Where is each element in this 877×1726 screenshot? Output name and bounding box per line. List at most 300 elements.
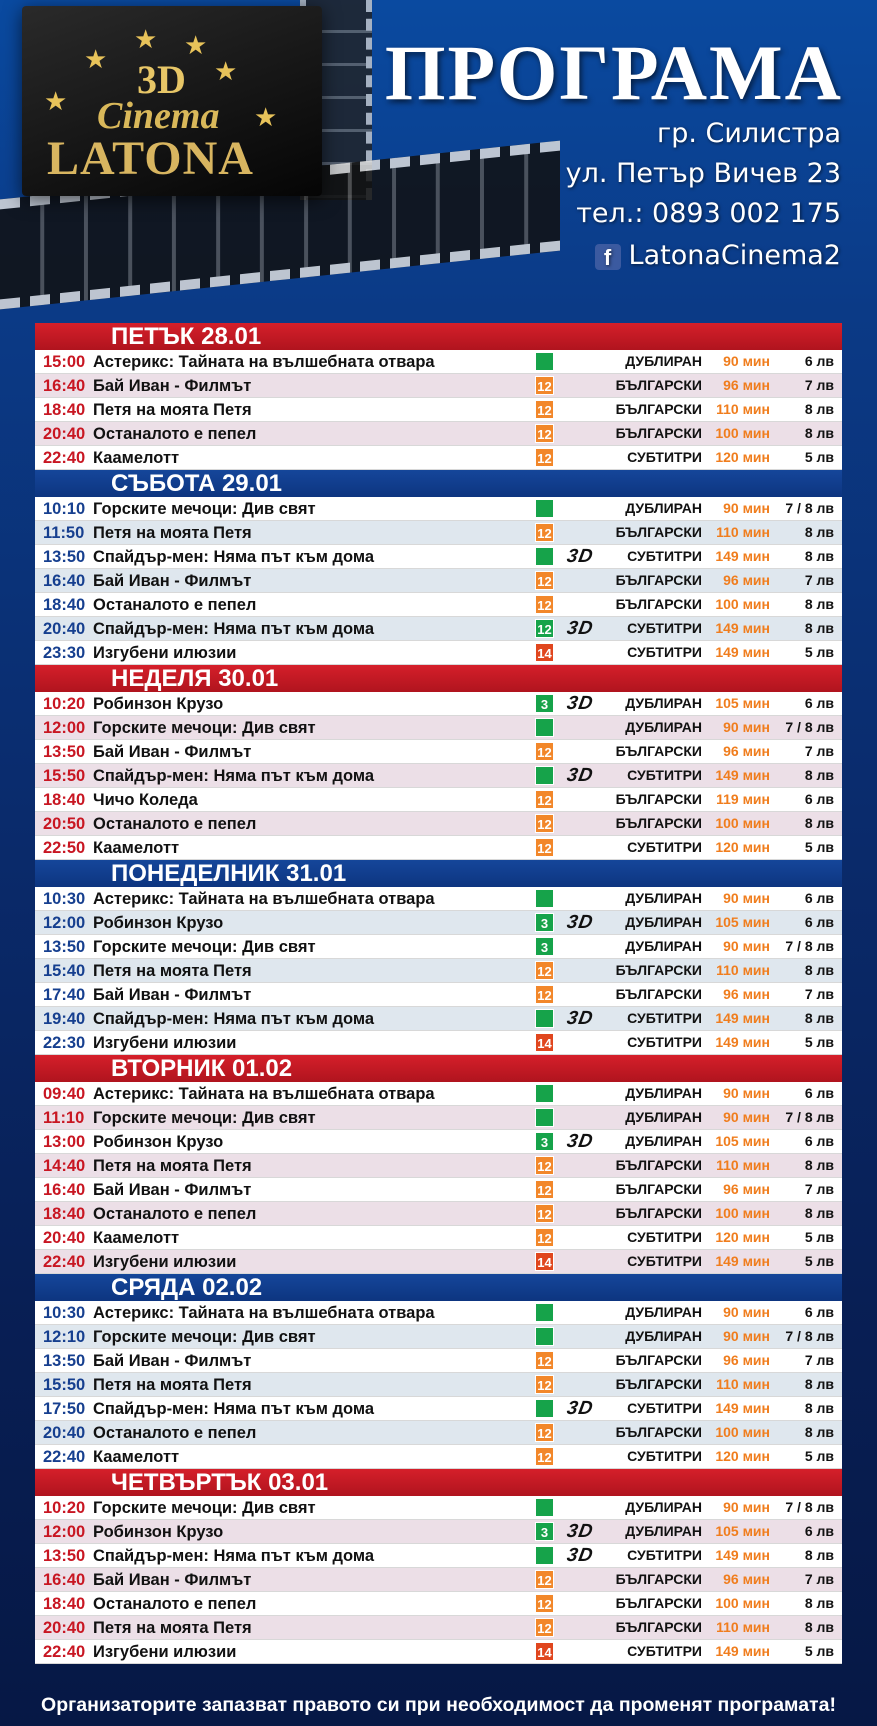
- duration: 105 мин: [715, 1523, 770, 1539]
- duration: 90 мин: [723, 1304, 770, 1320]
- showtime: 12:00: [43, 914, 86, 932]
- showtime: 13:00: [43, 1133, 86, 1151]
- showtime-row: [35, 1301, 842, 1325]
- showtime-row: [35, 1154, 842, 1178]
- movie-title: Бай Иван - Филмът: [93, 1352, 252, 1370]
- ticket-price: 6 лв: [804, 695, 834, 711]
- duration: 100 мин: [715, 596, 770, 612]
- showtime-row: [35, 692, 842, 716]
- ticket-price: 8 лв: [804, 524, 834, 540]
- movie-title: Каамелотт: [93, 839, 180, 857]
- movie-title: Робинзон Крузо: [93, 1523, 224, 1541]
- star-icon: ★: [254, 102, 278, 132]
- showtime-row: [35, 1496, 842, 1520]
- header: [0, 0, 877, 322]
- showtime-row: [35, 887, 842, 911]
- movie-title: Бай Иван - Филмът: [93, 1571, 252, 1589]
- day-header: ПЕТЪК 28.01: [35, 323, 842, 350]
- showtime: 22:40: [43, 449, 86, 467]
- movie-title: Горските мечоци: Див свят: [93, 500, 316, 518]
- showtime-row: [35, 1592, 842, 1616]
- day-header: СРЯДА 02.02: [35, 1274, 842, 1301]
- language: СУБТИТРИ: [627, 1643, 702, 1659]
- age-rating-badge: 12: [535, 742, 554, 761]
- language: БЪЛГАРСКИ: [615, 1424, 702, 1440]
- showtime: 15:50: [43, 1376, 86, 1394]
- format-3d-badge: 3D: [565, 1398, 596, 1419]
- format-3d-badge: 3D: [565, 1521, 596, 1542]
- ticket-price: 7 / 8 лв: [785, 500, 834, 516]
- age-rating-badge: [535, 1399, 554, 1418]
- showtime-row: [35, 1544, 842, 1568]
- language: ДУБЛИРАН: [625, 938, 702, 954]
- day-header: ПОНЕДЕЛНИК 31.01: [35, 860, 842, 887]
- age-rating-badge: [535, 499, 554, 518]
- movie-title: Горските мечоци: Див свят: [93, 1109, 316, 1127]
- footer-disclaimer: Организаторите запазват правото си при необходимост да променят програмата!: [41, 1694, 836, 1716]
- language: БЪЛГАРСКИ: [615, 1619, 702, 1635]
- showtime: 16:40: [43, 1181, 86, 1199]
- duration: 149 мин: [715, 1010, 770, 1026]
- duration: 149 мин: [715, 1643, 770, 1659]
- movie-title: Робинзон Крузо: [93, 695, 224, 713]
- language: СУБТИТРИ: [627, 548, 702, 564]
- age-rating-badge: 12: [535, 1618, 554, 1637]
- showtime-row: [35, 764, 842, 788]
- movie-title: Бай Иван - Филмът: [93, 572, 252, 590]
- duration: 96 мин: [723, 1571, 770, 1587]
- showtime: 18:40: [43, 1205, 86, 1223]
- duration: 100 мин: [715, 425, 770, 441]
- ticket-price: 8 лв: [804, 401, 834, 417]
- movie-title: Каамелотт: [93, 1448, 180, 1466]
- showtime: 11:50: [43, 524, 85, 542]
- showtime-row: [35, 569, 842, 593]
- movie-title: Останалото е пепел: [93, 1595, 257, 1613]
- movie-title: Останалото е пепел: [93, 1205, 257, 1223]
- showtime: 15:00: [43, 353, 86, 371]
- ticket-price: 6 лв: [804, 914, 834, 930]
- showtime-row: [35, 788, 842, 812]
- age-rating-badge: [535, 1303, 554, 1322]
- showtime-row: [35, 1397, 842, 1421]
- format-3d-badge: 3D: [565, 1131, 596, 1152]
- duration: 90 мин: [723, 1499, 770, 1515]
- age-rating-badge: 12: [535, 985, 554, 1004]
- showtime: 11:10: [43, 1109, 85, 1127]
- showtime: 20:40: [43, 1619, 86, 1637]
- language: БЪЛГАРСКИ: [615, 425, 702, 441]
- movie-title: Спайдър-мен: Няма път към дома: [93, 1400, 375, 1418]
- duration: 110 мин: [716, 1376, 770, 1392]
- showtime-row: [35, 1031, 842, 1055]
- language: БЪЛГАРСКИ: [615, 572, 702, 588]
- showtime-row: [35, 1202, 842, 1226]
- movie-title: Спайдър-мен: Няма път към дома: [93, 1547, 375, 1565]
- showtime: 10:30: [43, 1304, 86, 1322]
- language: СУБТИТРИ: [627, 1253, 702, 1269]
- showtime: 15:50: [43, 767, 86, 785]
- age-rating-badge: [535, 547, 554, 566]
- ticket-price: 7 лв: [804, 986, 834, 1002]
- language: ДУБЛИРАН: [625, 1523, 702, 1539]
- duration: 149 мин: [715, 1253, 770, 1269]
- movie-title: Бай Иван - Филмът: [93, 743, 252, 761]
- language: СУБТИТРИ: [627, 620, 702, 636]
- showtime-row: [35, 593, 842, 617]
- duration: 149 мин: [715, 1547, 770, 1563]
- star-icon: ★: [44, 86, 68, 116]
- duration: 90 мин: [723, 938, 770, 954]
- language: СУБТИТРИ: [627, 767, 702, 783]
- language: СУБТИТРИ: [627, 839, 702, 855]
- ticket-price: 7 лв: [804, 377, 834, 393]
- age-rating-badge: 14: [535, 1642, 554, 1661]
- duration: 96 мин: [723, 1352, 770, 1368]
- language: БЪЛГАРСКИ: [615, 1376, 702, 1392]
- age-rating-badge: 12: [535, 595, 554, 614]
- format-3d-badge: 3D: [565, 912, 596, 933]
- age-rating-badge: 3: [535, 913, 554, 932]
- movie-title: Астерикс: Тайната на вълшебната отвара: [93, 353, 435, 371]
- ticket-price: 7 лв: [804, 572, 834, 588]
- age-rating-badge: 12: [535, 1570, 554, 1589]
- showtime: 20:40: [43, 1424, 86, 1442]
- movie-title: Бай Иван - Филмът: [93, 377, 252, 395]
- ticket-price: 7 / 8 лв: [785, 1328, 834, 1344]
- language: БЪЛГАРСКИ: [615, 377, 702, 393]
- duration: 110 мин: [716, 401, 770, 417]
- language: БЪЛГАРСКИ: [615, 743, 702, 759]
- duration: 110 мин: [716, 1619, 770, 1635]
- ticket-price: 5 лв: [804, 1448, 834, 1464]
- age-rating-badge: [535, 718, 554, 737]
- movie-title: Останалото е пепел: [93, 425, 257, 443]
- movie-title: Горските мечоци: Див свят: [93, 1328, 316, 1346]
- language: БЪЛГАРСКИ: [615, 1595, 702, 1611]
- language: ДУБЛИРАН: [625, 1085, 702, 1101]
- duration: 119 мин: [716, 791, 770, 807]
- showtime-row: [35, 1250, 842, 1274]
- showtime-row: [35, 1325, 842, 1349]
- showtime-row: [35, 959, 842, 983]
- movie-title: Чичо Коледа: [93, 791, 198, 809]
- language: СУБТИТРИ: [627, 1034, 702, 1050]
- duration: 96 мин: [723, 1181, 770, 1197]
- movie-title: Останалото е пепел: [93, 596, 257, 614]
- age-rating-badge: [535, 1546, 554, 1565]
- movie-title: Изгубени илюзии: [93, 644, 237, 662]
- showtime: 18:40: [43, 1595, 86, 1613]
- ticket-price: 8 лв: [804, 596, 834, 612]
- facebook-handle: LatonaCinema2: [628, 240, 841, 271]
- cinema-logo: [22, 6, 322, 196]
- movie-title: Горските мечоци: Див свят: [93, 938, 316, 956]
- age-rating-badge: 3: [535, 937, 554, 956]
- movie-title: Петя на моята Петя: [93, 962, 252, 980]
- showtime: 22:40: [43, 1448, 86, 1466]
- day-header: НЕДЕЛЯ 30.01: [35, 665, 842, 692]
- showtime: 20:50: [43, 815, 86, 833]
- age-rating-badge: [535, 766, 554, 785]
- age-rating-badge: 14: [535, 643, 554, 662]
- duration: 120 мин: [715, 449, 770, 465]
- ticket-price: 8 лв: [804, 962, 834, 978]
- duration: 105 мин: [715, 1133, 770, 1149]
- duration: 100 мин: [715, 1424, 770, 1440]
- ticket-price: 6 лв: [804, 1304, 834, 1320]
- star-icon: ★: [134, 24, 158, 54]
- duration: 149 мин: [715, 1034, 770, 1050]
- ticket-price: 7 лв: [804, 1181, 834, 1197]
- movie-title: Петя на моята Петя: [93, 1619, 252, 1637]
- movie-title: Петя на моята Петя: [93, 524, 252, 542]
- ticket-price: 8 лв: [804, 425, 834, 441]
- age-rating-badge: 12: [535, 961, 554, 980]
- duration: 100 мин: [715, 1595, 770, 1611]
- age-rating-badge: [535, 1009, 554, 1028]
- movie-title: Петя на моята Петя: [93, 1376, 252, 1394]
- ticket-price: 6 лв: [804, 791, 834, 807]
- duration: 110 мин: [716, 524, 770, 540]
- showtime: 12:00: [43, 719, 86, 737]
- age-rating-badge: 12: [535, 1351, 554, 1370]
- showtime-row: [35, 617, 842, 641]
- showtime-row: [35, 1445, 842, 1469]
- age-rating-badge: 12: [535, 1375, 554, 1394]
- duration: 149 мин: [715, 1400, 770, 1416]
- language: ДУБЛИРАН: [625, 1328, 702, 1344]
- showtime: 13:50: [43, 1547, 86, 1565]
- movie-title: Робинзон Крузо: [93, 1133, 224, 1151]
- showtime: 12:10: [43, 1328, 86, 1346]
- movie-title: Изгубени илюзии: [93, 1253, 237, 1271]
- ticket-price: 7 / 8 лв: [785, 719, 834, 735]
- city: гр. Силистра: [657, 118, 841, 149]
- showtime: 22:30: [43, 1034, 86, 1052]
- language: ДУБЛИРАН: [625, 1304, 702, 1320]
- ticket-price: 5 лв: [804, 1034, 834, 1050]
- facebook-link[interactable]: [595, 240, 841, 271]
- duration: 90 мин: [723, 1109, 770, 1125]
- ticket-price: 8 лв: [804, 1157, 834, 1173]
- showtime-row: [35, 1520, 842, 1544]
- ticket-price: 8 лв: [804, 1400, 834, 1416]
- ticket-price: 7 / 8 лв: [785, 1499, 834, 1515]
- logo-latona-text: LATONA: [47, 132, 254, 185]
- showtime: 13:50: [43, 548, 86, 566]
- duration: 100 мин: [715, 1205, 770, 1221]
- movie-title: Бай Иван - Филмът: [93, 986, 252, 1004]
- language: СУБТИТРИ: [627, 1229, 702, 1245]
- ticket-price: 8 лв: [804, 1010, 834, 1026]
- movie-title: Горските мечоци: Див свят: [93, 719, 316, 737]
- age-rating-badge: [535, 1108, 554, 1127]
- showtime: 16:40: [43, 572, 86, 590]
- movie-title: Петя на моята Петя: [93, 1157, 252, 1175]
- movie-title: Каамелотт: [93, 1229, 180, 1247]
- age-rating-badge: 3: [535, 1132, 554, 1151]
- showtime: 18:40: [43, 596, 86, 614]
- duration: 149 мин: [715, 767, 770, 783]
- ticket-price: 5 лв: [804, 1229, 834, 1245]
- ticket-price: 8 лв: [804, 620, 834, 636]
- ticket-price: 8 лв: [804, 548, 834, 564]
- ticket-price: 8 лв: [804, 1595, 834, 1611]
- movie-title: Спайдър-мен: Няма път към дома: [93, 767, 375, 785]
- ticket-price: 7 / 8 лв: [785, 1109, 834, 1125]
- language: ДУБЛИРАН: [625, 890, 702, 906]
- day-header: СЪБОТА 29.01: [35, 470, 842, 497]
- ticket-price: 7 лв: [804, 743, 834, 759]
- ticket-price: 6 лв: [804, 890, 834, 906]
- day-header: ВТОРНИК 01.02: [35, 1055, 842, 1082]
- ticket-price: 8 лв: [804, 1619, 834, 1635]
- duration: 90 мин: [723, 500, 770, 516]
- duration: 90 мин: [723, 1328, 770, 1344]
- duration: 90 мин: [723, 719, 770, 735]
- showtime: 20:40: [43, 425, 86, 443]
- language: СУБТИТРИ: [627, 1400, 702, 1416]
- duration: 149 мин: [715, 548, 770, 564]
- age-rating-badge: 12: [535, 1228, 554, 1247]
- showtime-row: [35, 983, 842, 1007]
- showtime: 10:20: [43, 695, 86, 713]
- address: ул. Петър Вичев 23: [565, 158, 841, 189]
- movie-title: Робинзон Крузо: [93, 914, 224, 932]
- ticket-price: 5 лв: [804, 839, 834, 855]
- age-rating-badge: 14: [535, 1033, 554, 1052]
- page-title: ПРОГРАМА: [384, 29, 843, 116]
- showtime-row: [35, 521, 842, 545]
- age-rating-badge: 12: [535, 814, 554, 833]
- ticket-price: 6 лв: [804, 353, 834, 369]
- showtime: 20:40: [43, 620, 86, 638]
- age-rating-badge: 3: [535, 1522, 554, 1541]
- ticket-price: 5 лв: [804, 644, 834, 660]
- language: ДУБЛИРАН: [625, 1109, 702, 1125]
- duration: 105 мин: [715, 695, 770, 711]
- ticket-price: 8 лв: [804, 1424, 834, 1440]
- showtime-row: [35, 1373, 842, 1397]
- showtime: 20:40: [43, 1229, 86, 1247]
- showtime: 17:40: [43, 986, 86, 1004]
- ticket-price: 5 лв: [804, 1643, 834, 1659]
- age-rating-badge: [535, 889, 554, 908]
- ticket-price: 7 / 8 лв: [785, 938, 834, 954]
- showtime: 17:50: [43, 1400, 86, 1418]
- phone: тел.: 0893 002 175: [576, 198, 841, 229]
- language: БЪЛГАРСКИ: [615, 986, 702, 1002]
- showtime: 16:40: [43, 377, 86, 395]
- language: БЪЛГАРСКИ: [615, 1205, 702, 1221]
- movie-title: Изгубени илюзии: [93, 1643, 237, 1661]
- showtime: 22:40: [43, 1253, 86, 1271]
- duration: 120 мин: [715, 1229, 770, 1245]
- showtime: 13:50: [43, 743, 86, 761]
- star-icon: ★: [214, 56, 238, 86]
- showtime-row: [35, 422, 842, 446]
- language: ДУБЛИРАН: [625, 695, 702, 711]
- showtime-row: [35, 446, 842, 470]
- movie-title: Горските мечоци: Див свят: [93, 1499, 316, 1517]
- ticket-price: 7 лв: [804, 1352, 834, 1368]
- duration: 120 мин: [715, 1448, 770, 1464]
- language: СУБТИТРИ: [627, 1448, 702, 1464]
- logo-3d-text: 3D: [137, 57, 186, 102]
- ticket-price: 7 лв: [804, 1571, 834, 1587]
- showtime: 18:40: [43, 791, 86, 809]
- language: БЪЛГАРСКИ: [615, 962, 702, 978]
- showtime-row: [35, 1616, 842, 1640]
- language: БЪЛГАРСКИ: [615, 815, 702, 831]
- age-rating-badge: 12: [535, 1594, 554, 1613]
- age-rating-badge: 12: [535, 400, 554, 419]
- duration: 96 мин: [723, 377, 770, 393]
- facebook-icon: f: [595, 244, 621, 270]
- showtime-row: [35, 1349, 842, 1373]
- language: БЪЛГАРСКИ: [615, 524, 702, 540]
- duration: 110 мин: [716, 962, 770, 978]
- movie-title: Спайдър-мен: Няма път към дома: [93, 1010, 375, 1028]
- showtime-row: [35, 641, 842, 665]
- movie-title: Каамелотт: [93, 449, 180, 467]
- star-icon: ★: [84, 44, 108, 74]
- language: СУБТИТРИ: [627, 1010, 702, 1026]
- language: ДУБЛИРАН: [625, 719, 702, 735]
- duration: 149 мин: [715, 644, 770, 660]
- age-rating-badge: 12: [535, 838, 554, 857]
- ticket-price: 6 лв: [804, 1085, 834, 1101]
- showtime: 13:50: [43, 938, 86, 956]
- showtime-row: [35, 716, 842, 740]
- age-rating-badge: 12: [535, 376, 554, 395]
- showtime: 23:30: [43, 644, 86, 662]
- showtime-row: [35, 1082, 842, 1106]
- showtime-row: [35, 545, 842, 569]
- showtime-row: [35, 1226, 842, 1250]
- duration: 120 мин: [715, 839, 770, 855]
- showtime-row: [35, 497, 842, 521]
- showtime-row: [35, 1106, 842, 1130]
- language: БЪЛГАРСКИ: [615, 1181, 702, 1197]
- language: СУБТИТРИ: [627, 449, 702, 465]
- ticket-price: 8 лв: [804, 1205, 834, 1221]
- ticket-price: 8 лв: [804, 815, 834, 831]
- showtime: 22:50: [43, 839, 86, 857]
- showtime-row: [35, 1640, 842, 1664]
- age-rating-badge: [535, 1327, 554, 1346]
- duration: 90 мин: [723, 890, 770, 906]
- age-rating-badge: 12: [535, 1447, 554, 1466]
- language: БЪЛГАРСКИ: [615, 596, 702, 612]
- ticket-price: 5 лв: [804, 1253, 834, 1269]
- showtime-row: [35, 1421, 842, 1445]
- format-3d-badge: 3D: [565, 693, 596, 714]
- age-rating-badge: [535, 352, 554, 371]
- language: ДУБЛИРАН: [625, 353, 702, 369]
- language: БЪЛГАРСКИ: [615, 791, 702, 807]
- day-header: ЧЕТВЪРТЪК 03.01: [35, 1469, 842, 1496]
- age-rating-badge: 12: [535, 424, 554, 443]
- showtime: 09:40: [43, 1085, 86, 1103]
- age-rating-badge: 12: [535, 571, 554, 590]
- ticket-price: 8 лв: [804, 1376, 834, 1392]
- duration: 105 мин: [715, 914, 770, 930]
- age-rating-badge: 12: [535, 1423, 554, 1442]
- language: СУБТИТРИ: [627, 644, 702, 660]
- duration: 100 мин: [715, 815, 770, 831]
